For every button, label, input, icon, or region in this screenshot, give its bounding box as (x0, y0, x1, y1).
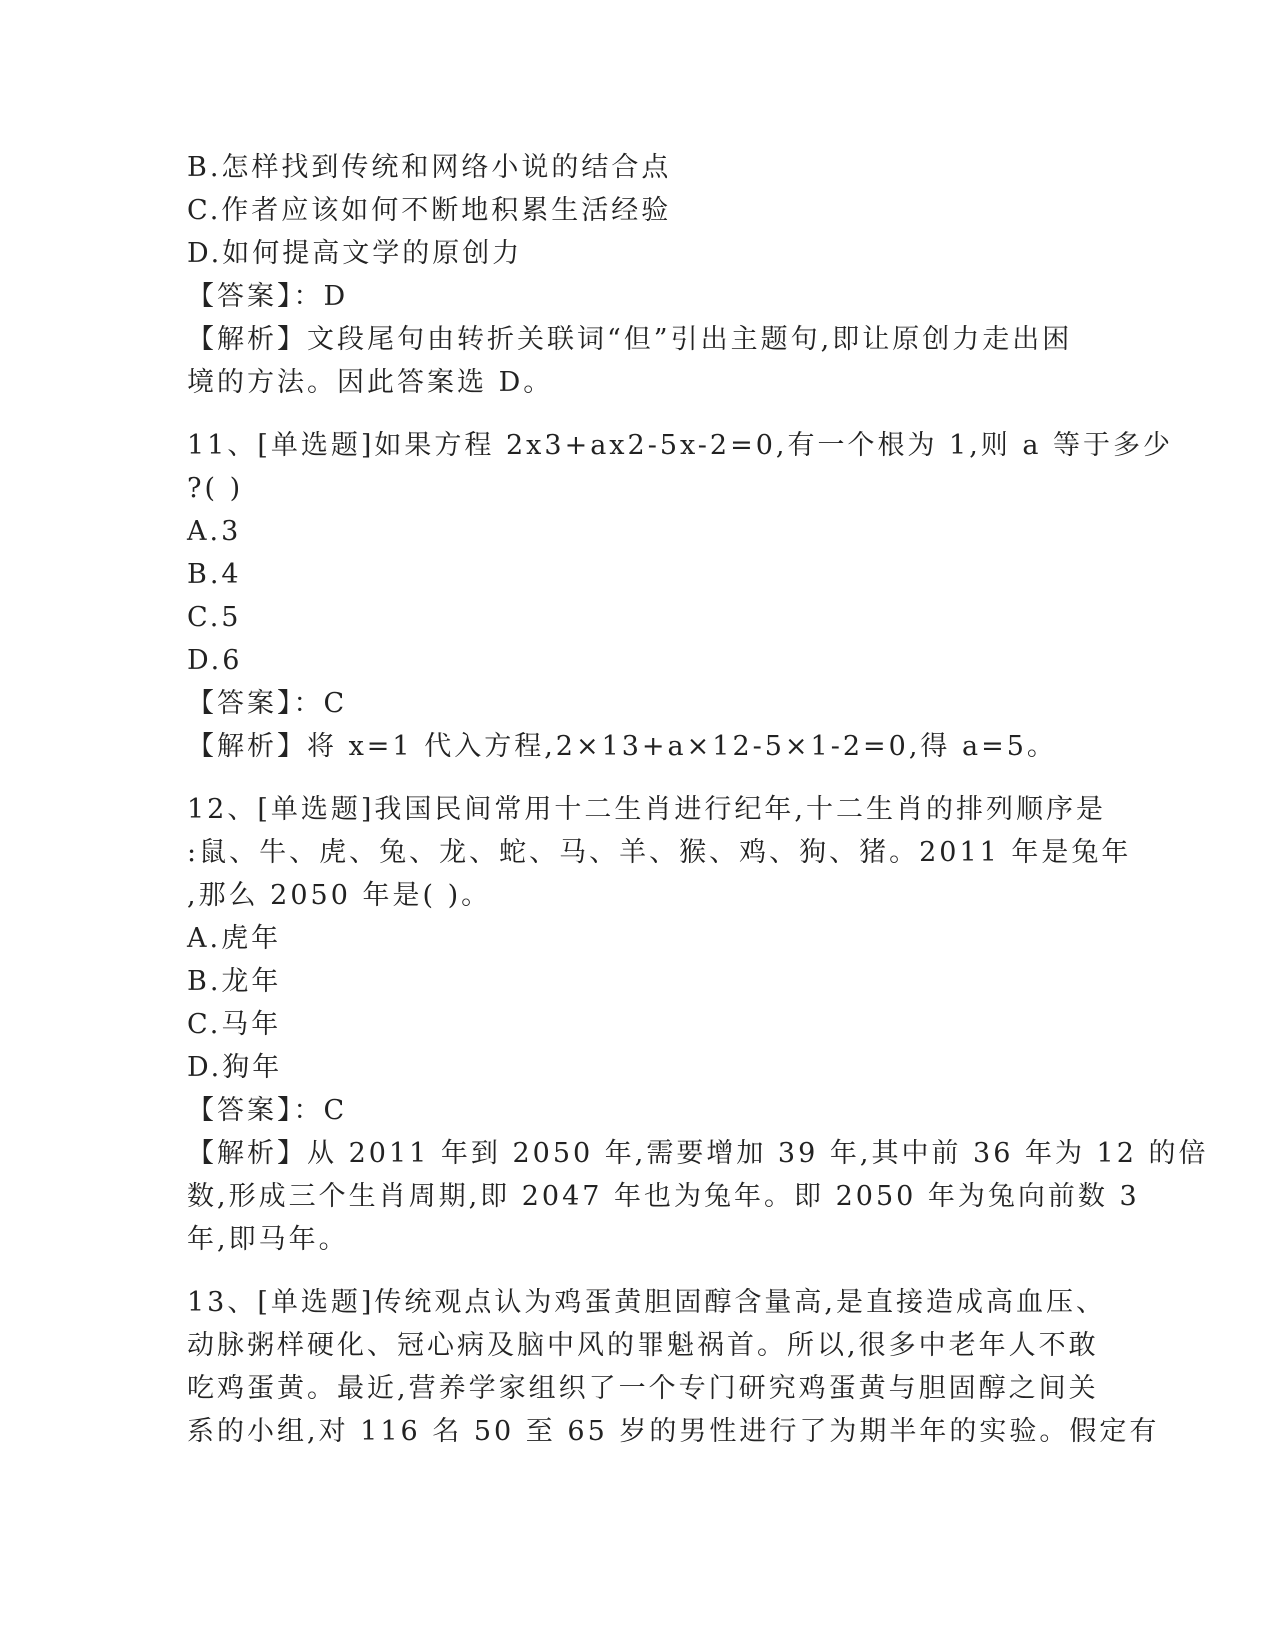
question-stem: 动脉粥样硬化、冠心病及脑中风的罪魁祸首。所以,很多中老年人不敢 (187, 1330, 1099, 1361)
question-13 (187, 1281, 1160, 1453)
option-d: D.6 (187, 645, 243, 676)
answer-label: 【答案】 (187, 688, 294, 719)
analysis-line (187, 1132, 1209, 1175)
analysis-label: 【解析】 (187, 1138, 307, 1169)
analysis-text: 境的方法。因此答案选 D。 (187, 367, 554, 398)
option-b: B.怎样找到传统和网络小说的结合点 (187, 152, 672, 183)
answer-line (187, 275, 1087, 318)
document-page (187, 146, 1209, 1453)
analysis-line (187, 318, 1087, 361)
answer-label: 【答案】 (187, 1095, 294, 1126)
question-10 (187, 146, 1087, 404)
analysis-text: 数,形成三个生肖周期,即 2047 年也为兔年。即 2050 年为兔向前数 3 (187, 1181, 1140, 1212)
answer-label: 【答案】 (187, 281, 294, 312)
option-d: D.如何提高文学的原创力 (187, 238, 523, 269)
analysis-label: 【解析】 (187, 324, 307, 355)
option-a: A.3 (187, 516, 242, 547)
question-stem: 13、[单选题]传统观点认为鸡蛋黄胆固醇含量高,是直接造成高血压、 (187, 1287, 1107, 1318)
question-stem: 12、[单选题]我国民间常用十二生肖进行纪年,十二生肖的排列顺序是 (187, 794, 1107, 825)
answer-value: ：D (293, 281, 349, 312)
option-d: D.狗年 (187, 1052, 283, 1083)
option-b: B.4 (187, 559, 242, 590)
answer-value: ：C (293, 1095, 348, 1126)
option-c: C.马年 (187, 1009, 282, 1040)
analysis-text: 从 2011 年到 2050 年,需要增加 39 年,其中前 36 年为 12 的倍 (307, 1138, 1209, 1169)
answer-line (187, 1089, 1087, 1132)
question-stem: 吃鸡蛋黄。最近,营养学家组织了一个专门研究鸡蛋黄与胆固醇之间关 (187, 1373, 1099, 1404)
option-a: A.虎年 (187, 923, 282, 954)
analysis-label: 【解析】 (187, 731, 307, 762)
analysis-line (187, 725, 1087, 768)
answer-line (187, 682, 1087, 725)
question-stem: ?( ) (187, 473, 244, 504)
question-stem: 系的小组,对 116 名 50 至 65 岁的男性进行了为期半年的实验。假定有 (187, 1416, 1160, 1447)
analysis-text: 文段尾句由转折关联词“但”引出主题句,即让原创力走出困 (307, 324, 1073, 355)
question-12 (187, 788, 1209, 1261)
question-stem: ,那么 2050 年是( )。 (187, 880, 492, 911)
question-11 (187, 424, 1174, 768)
answer-value: ：C (293, 688, 348, 719)
question-stem: 11、[单选题]如果方程 2x3+ax2-5x-2=0,有一个根为 1,则 a 等于多少 (187, 430, 1174, 461)
option-c: C.5 (187, 602, 242, 633)
analysis-text: 将 x=1 代入方程,2×13+a×12-5×1-2=0,得 a=5。 (307, 731, 1057, 762)
question-stem: :鼠、牛、虎、兔、龙、蛇、马、羊、猴、鸡、狗、猪。2011 年是兔年 (187, 837, 1132, 868)
option-b: B.龙年 (187, 966, 282, 997)
option-c: C.作者应该如何不断地积累生活经验 (187, 195, 672, 226)
analysis-text: 年,即马年。 (187, 1224, 349, 1255)
